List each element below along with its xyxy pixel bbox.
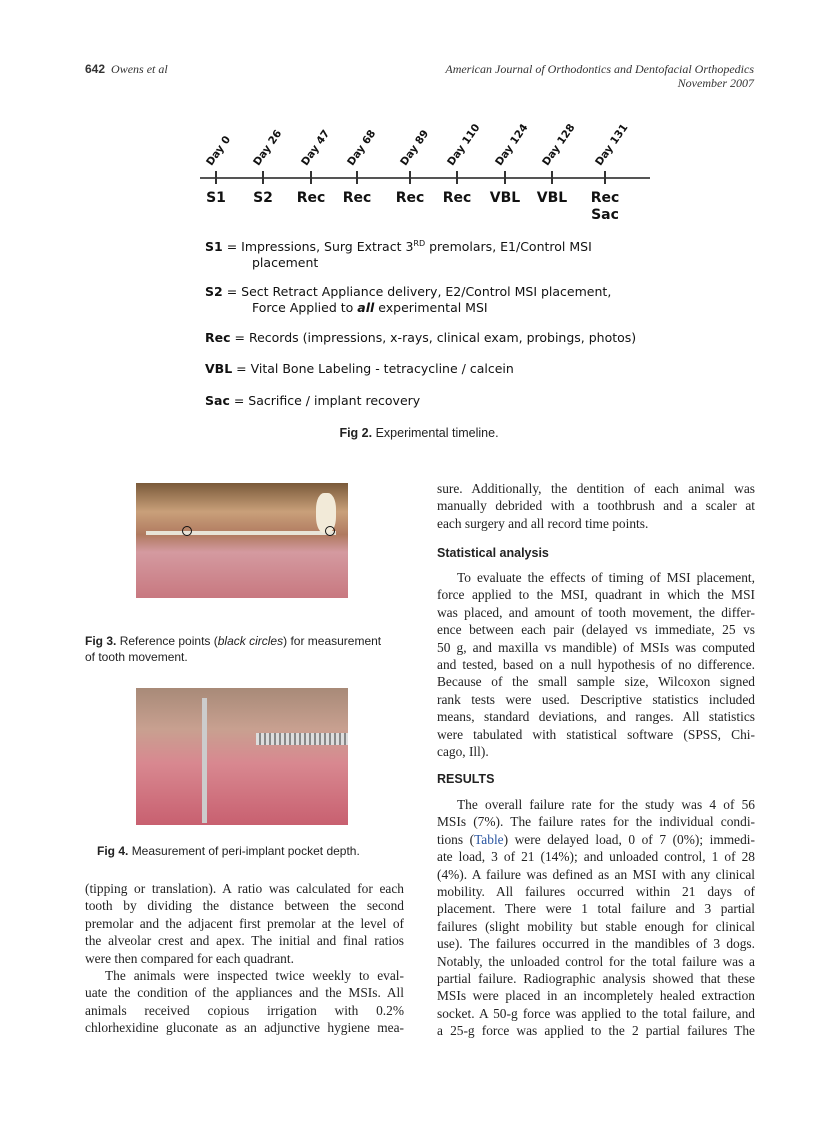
text-line: The overall failure rate for the study was 4 of 56 — [457, 797, 755, 812]
text-line: force applied to the MSI, quadrant in which the MSI — [437, 587, 755, 603]
event-label — [243, 190, 283, 207]
statistical-analysis-heading: Statistical analysis — [437, 546, 549, 560]
text-line: and tested, based on a null hypothesis of no difference. — [437, 657, 755, 673]
day-label: Day 110 — [445, 121, 483, 168]
event-code: Rec — [442, 190, 472, 206]
timeline-axis — [200, 177, 650, 179]
legend-sac: Sac = Sacrifice / implant recovery — [205, 393, 421, 408]
text-line: was placed, and amount of tooth movement, the differ- — [437, 604, 755, 620]
text-line: premolar and the adjacent first premolar at the level of — [85, 915, 404, 931]
text-line: were then compared for each quadrant. — [85, 950, 294, 966]
timeline-tick — [504, 171, 506, 184]
event-code: S1 — [206, 190, 226, 206]
running-header-left — [85, 62, 168, 77]
event-code: Rec — [590, 190, 620, 206]
event-code: Sac — [591, 207, 619, 223]
day-label: Day 26 — [251, 127, 285, 168]
appliance-spring — [256, 733, 348, 745]
text-line: To evaluate the effects of timing of MSI placement, — [457, 570, 755, 585]
text-line: placement. There were 1 total failure and 3 partial — [437, 901, 755, 917]
event-code: S2 — [253, 190, 273, 206]
results-text — [437, 796, 755, 1040]
timeline-tick — [551, 171, 553, 184]
periodontal-probe — [202, 698, 207, 823]
text-line: uate the condition of the appliances and the MSIs. All — [85, 985, 404, 1001]
text-line: the alveolar crest and apex. The initial and final ratios — [85, 933, 404, 949]
right-column-intro — [437, 480, 755, 532]
text-line: Notably, the unloaded control for the total failure was a — [437, 953, 755, 969]
text-line: animals received copious irrigation with 0.2% — [85, 1002, 404, 1018]
text-line: The animals were inspected twice weekly to eval- — [105, 968, 404, 984]
text-line: were tabulated with statistical software (SPSS, Chi- — [437, 726, 755, 742]
event-code: Rec — [342, 190, 372, 206]
authors: Owens et al — [111, 62, 168, 76]
text-line: (4%). A failure was defined as an MSI with any clinical — [437, 866, 755, 882]
text-line: manually debrided with a toothbrush and a scaler at — [437, 498, 755, 514]
legend-s1: S1 = Impressions, Surg Extract 3RD premolars, E1/Control MSI placement — [205, 239, 592, 271]
timeline-tick — [262, 171, 264, 184]
day-label: Day 68 — [345, 127, 379, 168]
legend-s2: S2 = Sect Retract Appliance delivery, E2/Control MSI placement, Force Applied to all experimental MSI — [205, 284, 612, 315]
text-line: sure. Additionally, the dentition of each animal was — [437, 481, 755, 496]
event-label — [485, 190, 525, 207]
timeline-tick — [215, 171, 217, 184]
day-label: Day 47 — [299, 127, 333, 168]
event-label — [196, 190, 236, 207]
wire — [146, 531, 336, 535]
day-label: Day 0 — [204, 133, 234, 168]
page-number: 642 — [85, 62, 106, 76]
running-header-right — [445, 62, 754, 90]
statistical-analysis-text — [437, 569, 755, 760]
text-line: socket. A 50-g force was applied to the total failure, and — [437, 1005, 755, 1021]
day-label: Day 89 — [398, 127, 432, 168]
timeline-tick — [604, 171, 606, 184]
legend-vbl: VBL = Vital Bone Labeling - tetracycline / calcein — [205, 361, 514, 376]
reference-point-marker — [325, 526, 335, 536]
fig4-photo — [136, 688, 348, 825]
event-code: VBL — [489, 190, 521, 206]
text-line: failures (slight mobility but stable enough for clinical — [437, 918, 755, 934]
event-code: VBL — [536, 190, 568, 206]
fig2-caption: Fig 2. Experimental timeline. — [339, 426, 499, 440]
text-line: cago, Ill). — [437, 744, 489, 760]
text-line: mobility. All failures occurred within 21 days of — [437, 884, 755, 900]
legend-rec: Rec = Records (impressions, x-rays, clinical exam, probings, photos) — [205, 330, 637, 345]
text-line: a 25-g force was applied to the 2 partial failures The — [437, 1023, 755, 1039]
reference-point-marker — [182, 526, 192, 536]
event-label — [390, 190, 430, 207]
event-code: Rec — [395, 190, 425, 206]
results-heading: RESULTS — [437, 772, 495, 786]
timeline-tick — [409, 171, 411, 184]
text-line: means, standard deviations, and ranges. All statistics — [437, 709, 755, 725]
day-label: Day 128 — [540, 121, 578, 168]
event-code: Rec — [296, 190, 326, 206]
text-line: ate load, 3 of 21 (14%); and unloaded control, 1 of 28 — [437, 849, 755, 865]
left-column-text — [85, 880, 404, 1037]
timeline-tick — [356, 171, 358, 184]
event-label — [585, 190, 625, 224]
event-label — [337, 190, 377, 207]
text-line: use). The failures occurred in the mandibles of 3 dogs. — [437, 936, 755, 952]
text-line: MSIs were placed in an incompletely healed extraction — [437, 988, 755, 1004]
timeline-tick — [310, 171, 312, 184]
issue-date: November 2007 — [677, 76, 754, 90]
text-line: (tipping or translation). A ratio was calculated for each — [85, 881, 404, 896]
text-line: tions (Table) were delayed load, 0 of 7 (0%); immedi- — [437, 831, 755, 847]
day-label: Day 131 — [593, 121, 631, 168]
timeline-tick — [456, 171, 458, 184]
journal-name: American Journal of Orthodontics and Dentofacial Orthopedics — [445, 62, 754, 76]
event-label — [437, 190, 477, 207]
text-line: MSIs (7%). The failure rates for the individual condi- — [437, 814, 755, 830]
text-line: ence between each pair (delayed vs immediate, 25 vs — [437, 622, 755, 638]
fig3-caption: Fig 3. Reference points (black circles) for measurement of tooth movement. — [85, 634, 382, 664]
text-line: chlorhexidine gluconate as an adjunctive hygiene mea- — [85, 1020, 404, 1036]
text-line: 50 g, and maxilla vs mandible) of MSIs was computed — [437, 639, 755, 655]
text-line: tooth by dividing the distance between the second — [85, 898, 404, 914]
text-line: rank tests were used. Descriptive statistics included — [437, 691, 755, 707]
event-label — [532, 190, 572, 207]
event-label — [291, 190, 331, 207]
table-link[interactable]: Table — [474, 831, 504, 847]
text-line: partial failure. Radiographic analysis showed that these — [437, 971, 755, 987]
text-line: each surgery and all record time points. — [437, 515, 649, 531]
fig3-photo — [136, 483, 348, 598]
text-line: Because of the small sample size, Wilcoxon signed — [437, 674, 755, 690]
fig4-caption: Fig 4. Measurement of peri-implant pocket depth. — [97, 844, 360, 858]
day-label: Day 124 — [493, 121, 531, 168]
